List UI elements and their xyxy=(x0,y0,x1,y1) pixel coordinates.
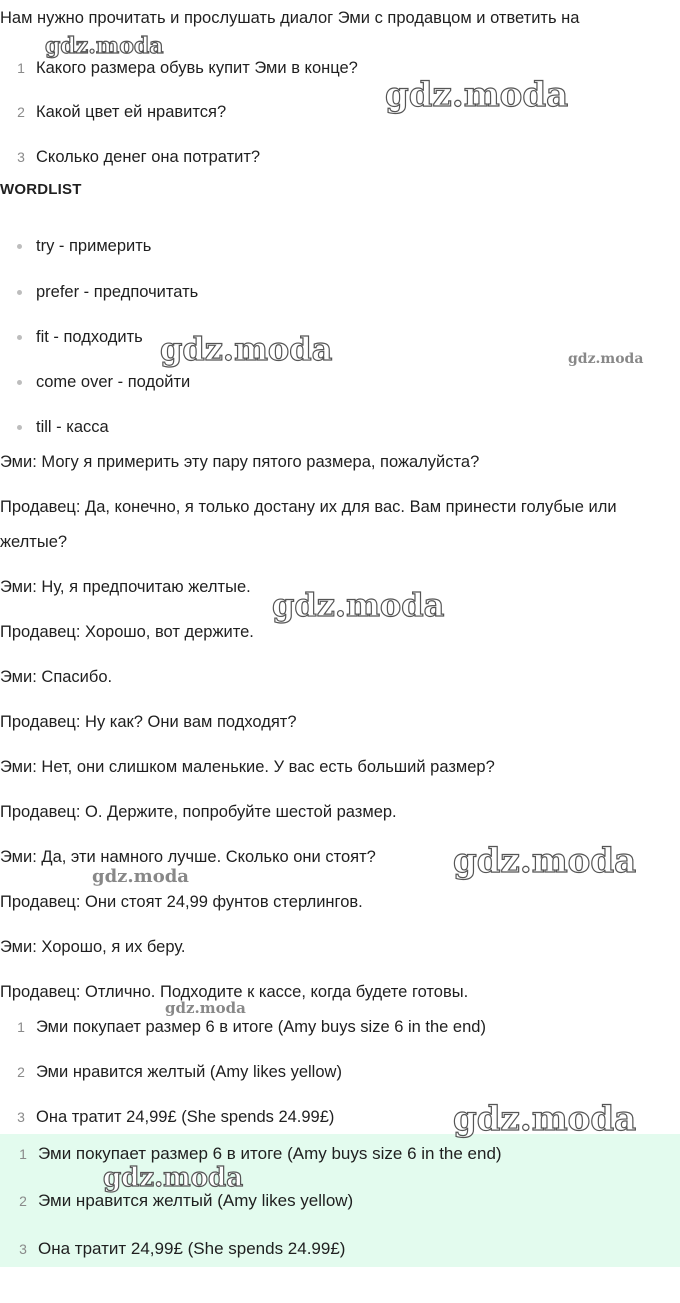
watermark: gdz.moda xyxy=(165,999,246,1017)
dialogue-line: Эми: Могу я примерить эту пару пятого размера, пожалуйста? xyxy=(0,453,480,471)
watermark: gdz.moda xyxy=(453,1099,637,1139)
watermark: gdz.moda xyxy=(103,1163,244,1193)
question-text: Какой цвет ей нравится? xyxy=(36,103,227,121)
bullet-icon xyxy=(17,425,22,430)
answer-number: 3 xyxy=(19,1241,27,1257)
bullet-icon xyxy=(17,244,22,249)
highlighted-answers xyxy=(0,1134,680,1267)
wordlist-item: fit - подходить xyxy=(36,328,143,346)
dialogue-line: Эми: Нет, они слишком маленькие. У вас есть больший размер? xyxy=(0,758,495,776)
bullet-icon xyxy=(17,380,22,385)
answer-number: 1 xyxy=(19,1146,27,1162)
bullet-icon xyxy=(17,290,22,295)
wordlist-item: try - примерить xyxy=(36,237,152,255)
dialogue-line: Продавец: Отлично. Подходите к кассе, когда будете готовы. xyxy=(0,983,469,1001)
watermark: gdz.moda xyxy=(160,330,333,368)
answer-text: Эми нравится желтый (Amy likes yellow) xyxy=(38,1191,354,1210)
wordlist-item: till - касса xyxy=(36,418,109,436)
answer-text: Эми нравится желтый (Amy likes yellow) xyxy=(36,1063,342,1081)
wordlist-item: come over - подойти xyxy=(36,373,191,391)
dialogue-line: Продавец: Хорошо, вот держите. xyxy=(0,623,254,641)
question-number: 2 xyxy=(17,104,25,120)
dialogue-line: Эми: Да, эти намного лучше. Сколько они стоят? xyxy=(0,848,376,866)
answer-number: 2 xyxy=(17,1064,25,1080)
answer-number: 1 xyxy=(17,1019,25,1035)
wordlist-item: prefer - предпочитать xyxy=(36,283,199,301)
question-number: 3 xyxy=(17,149,25,165)
dialogue-line: желтые? xyxy=(0,533,68,551)
dialogue-line: Эми: Хорошо, я их беру. xyxy=(0,938,186,956)
dialogue-line: Продавец: О. Держите, попробуйте шестой размер. xyxy=(0,803,397,821)
dialogue-line: Эми: Ну, я предпочитаю желтые. xyxy=(0,578,251,596)
question-text: Сколько денег она потратит? xyxy=(36,148,261,166)
answer-number: 3 xyxy=(17,1109,25,1125)
question-text: Какого размера обувь купит Эми в конце? xyxy=(36,59,358,77)
dialogue-line: Продавец: Да, конечно, я только достану их для вас. Вам принести голубые или xyxy=(0,498,617,516)
watermark: gdz.moda xyxy=(45,33,164,59)
answer-text: Эми покупает размер 6 в итоге (Amy buys size 6 in the end) xyxy=(38,1144,502,1163)
intro-text: Нам нужно прочитать и прослушать диалог Эми с продавцом и ответить на xyxy=(0,9,580,27)
watermark: gdz.moda xyxy=(568,351,644,367)
dialogue-line: Продавец: Ну как? Они вам подходят? xyxy=(0,713,297,731)
answer-text: Она тратит 24,99£ (She spends 24.99£) xyxy=(36,1108,335,1126)
wordlist-heading: WORDLIST xyxy=(0,181,82,198)
dialogue-line: Продавец: Они стоят 24,99 фунтов стерлингов. xyxy=(0,893,363,911)
bullet-icon xyxy=(17,335,22,340)
watermark: gdz.moda xyxy=(453,841,637,881)
answer-text: Она тратит 24,99£ (She spends 24.99£) xyxy=(38,1239,346,1258)
watermark: gdz.moda xyxy=(385,75,569,115)
answer-number: 2 xyxy=(19,1193,27,1209)
answer-text: Эми покупает размер 6 в итоге (Amy buys size 6 in the end) xyxy=(36,1018,486,1036)
watermark: gdz.moda xyxy=(92,866,189,887)
dialogue-line: Эми: Спасибо. xyxy=(0,668,113,686)
watermark: gdz.moda xyxy=(272,586,445,624)
question-number: 1 xyxy=(17,60,25,76)
